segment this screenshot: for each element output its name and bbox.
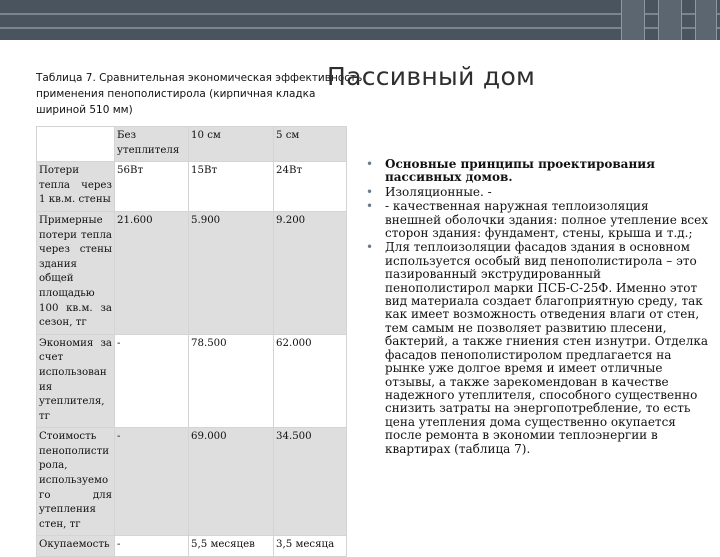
row-label: Окупаемость xyxy=(37,536,115,557)
header-stripe xyxy=(0,27,720,29)
row-label: Экономия за счет использования утеплителя, тг xyxy=(37,334,115,428)
table-cell: 78.500 xyxy=(189,334,274,428)
table-row xyxy=(37,536,347,557)
table-cell: 24Вт xyxy=(274,162,347,212)
table-cell: 69.000 xyxy=(189,428,274,536)
bullet-icon: • xyxy=(366,184,374,199)
table-row xyxy=(37,211,347,334)
row-label: Стоимость пенополистирола, используемого для утепления стен, тг xyxy=(37,428,115,536)
header-block xyxy=(658,0,682,40)
table-cell: 5,5 месяцев xyxy=(189,536,274,557)
bullet-item: • Для теплоизоляции фасадов здания в основном используется особый вид пенополистирола – это пазированный экструдированный пенополистирол марки ПСБ-С-25Ф. Именно этот вид материала создает благоприятную среду, так как имеет возможность отведения влаги от стен, тем самым не позволяет развитию плесени, бактерий, а также гниения стен изнутри. Отделка фасадов пенополистиролом предлагается на рынке уже долгое время и имеет отличные отзывы, а также зарекомендован в качестве надежного утеплителя, способного существенно снизить затраты на энергопотребление, то есть цена утепления дома существенно окупается после ремонта в экономии теплоэнергии в квартирах (таблица 7). xyxy=(366,240,708,456)
table-row xyxy=(37,428,347,536)
bullet-icon: • xyxy=(366,157,374,171)
table-cell: - xyxy=(115,334,189,428)
header-block xyxy=(621,0,645,40)
table-cell: 62.000 xyxy=(274,334,347,428)
header-cell: 5 см xyxy=(274,127,347,162)
slide-header-bar xyxy=(0,0,720,40)
table-cell: 21.600 xyxy=(115,211,189,334)
table-cell: - xyxy=(115,428,189,536)
table-cell: 56Вт xyxy=(115,162,189,212)
row-label: Примерные потери тепла через стены здания общей площадью 100 кв.м. за сезон, тг xyxy=(37,211,115,334)
bullet-item: • - качественная наружная теплоизоляция внешней оболочки здания: полное утепление всех сторон здания: фундамент, стены, крыша и т.д.; xyxy=(366,199,708,241)
table-cell: 9.200 xyxy=(274,211,347,334)
table-cell: 3,5 месяца xyxy=(274,536,347,557)
table-cell: 15Вт xyxy=(189,162,274,212)
table-header-row xyxy=(37,127,347,162)
header-block xyxy=(695,0,717,40)
table-cell: - xyxy=(115,536,189,557)
header-cell: Без утеплителя xyxy=(115,127,189,162)
row-label: Потери тепла через 1 кв.м. стены xyxy=(37,162,115,212)
table-row xyxy=(37,162,347,212)
comparison-table xyxy=(36,126,346,557)
table-row xyxy=(37,334,347,428)
slide-title: Пассивный дом xyxy=(327,62,536,91)
bullet-item: • Изоляционные. - xyxy=(366,184,492,199)
bullet-list xyxy=(363,158,708,457)
header-cell: 10 см xyxy=(189,127,274,162)
header-cell xyxy=(37,127,115,162)
bullet-icon: • xyxy=(366,199,374,214)
header-stripe xyxy=(0,13,720,15)
table-caption: Таблица 7. Сравнительная экономическая эффективность применения пенополистирола (кирпичная кладка шириной 510 мм) xyxy=(36,72,363,116)
bullet-icon: • xyxy=(366,240,374,255)
table-cell: 34.500 xyxy=(274,428,347,536)
bullet-item: • Основные принципы проектирования пассивных домов. xyxy=(366,157,655,185)
table-cell: 5.900 xyxy=(189,211,274,334)
